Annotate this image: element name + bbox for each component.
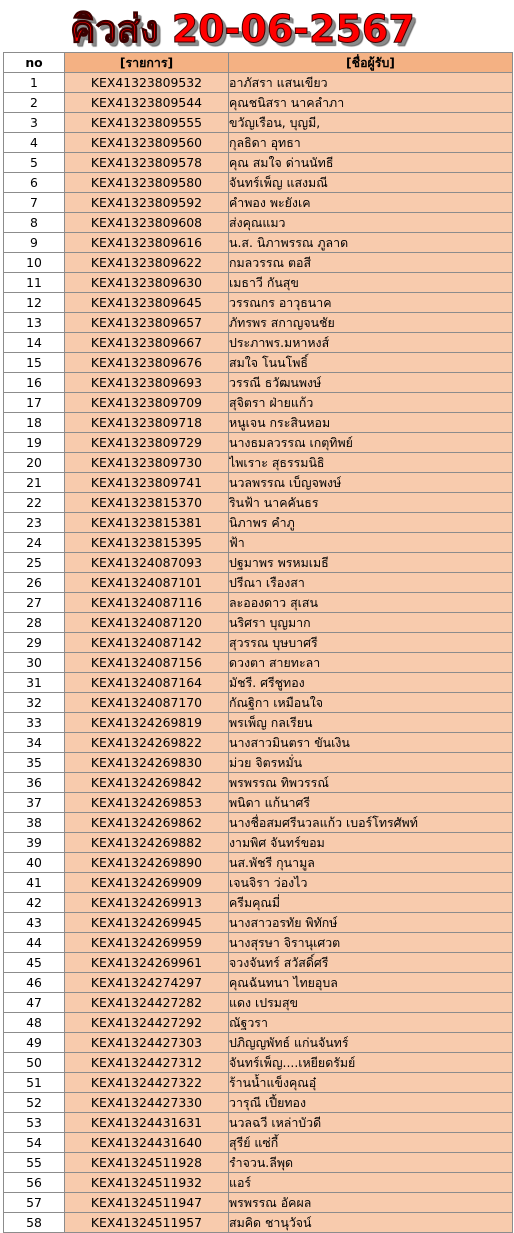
table-row (4, 393, 513, 413)
table-row (4, 413, 513, 433)
tracking-number-cell[interactable]: KEX41323809560 (65, 133, 229, 153)
row-number[interactable]: 47 (4, 993, 65, 1013)
row-number[interactable]: 44 (4, 933, 65, 953)
row-number[interactable]: 58 (4, 1213, 65, 1233)
row-number[interactable]: 39 (4, 833, 65, 853)
table-row (4, 633, 513, 653)
recipient-name-cell[interactable]: ภัทรพร สกาญจนชัย (229, 313, 513, 333)
recipient-name-cell[interactable]: ม่วย จิตรหมั่น (229, 753, 513, 773)
tracking-number-cell[interactable]: KEX41323815370 (65, 493, 229, 513)
recipient-name-cell[interactable]: นางสุรษา จิรานุเศวต (229, 933, 513, 953)
table-row (4, 973, 513, 993)
tracking-number-cell[interactable]: KEX41324431631 (65, 1113, 229, 1133)
recipient-name-cell[interactable]: ปฐมาพร พรหมเมธี (229, 553, 513, 573)
recipient-name-cell[interactable]: ณัฐวรา (229, 1013, 513, 1033)
tracking-number-cell[interactable]: KEX41324269945 (65, 913, 229, 933)
recipient-name-cell[interactable]: คุณ สมใจ ด่านนัทธี (229, 153, 513, 173)
table-row (4, 1033, 513, 1053)
row-number[interactable]: 56 (4, 1173, 65, 1193)
table-row (4, 1193, 513, 1213)
recipient-name-cell[interactable]: ดวงตา สายทะลา (229, 653, 513, 673)
table-row (4, 373, 513, 393)
recipient-name-cell[interactable]: แดง เปรมสุข (229, 993, 513, 1013)
row-number[interactable]: 24 (4, 533, 65, 553)
table-row (4, 673, 513, 693)
recipient-name-cell[interactable]: ฟ้า (229, 533, 513, 553)
row-number[interactable]: 55 (4, 1153, 65, 1173)
table-row (4, 1153, 513, 1173)
recipient-name-cell[interactable]: พรพรรณ อัคผล (229, 1193, 513, 1213)
recipient-name-cell[interactable]: นางชื่อสมศรีนวลแก้ว เบอร์โทรศัพท์ (229, 813, 513, 833)
table-row (4, 693, 513, 713)
row-number[interactable]: 22 (4, 493, 65, 513)
recipient-name-cell[interactable]: อาภัสรา แสนเขียว (229, 73, 513, 93)
row-number[interactable]: 45 (4, 953, 65, 973)
table-row (4, 513, 513, 533)
recipient-name-cell[interactable]: จันทร์เพ็ญ....เหยียดรัมย์ (229, 1053, 513, 1073)
recipient-name-cell[interactable]: ร้านน้ำแข็งคุณอุ๋ (229, 1073, 513, 1093)
tracking-number-cell[interactable]: KEX41323809630 (65, 273, 229, 293)
table-row (4, 233, 513, 253)
row-number[interactable]: 37 (4, 793, 65, 813)
table-row (4, 493, 513, 513)
recipient-name-cell[interactable]: ประภาพร.มหาหงส์ (229, 333, 513, 353)
tracking-number-cell[interactable]: KEX41324427282 (65, 993, 229, 1013)
recipient-name-cell[interactable]: ส่งคุณแมว (229, 213, 513, 233)
table-row (4, 753, 513, 773)
table-row (4, 813, 513, 833)
recipient-name-cell[interactable]: วารุณี เปี้ยทอง (229, 1093, 513, 1113)
table-row (4, 353, 513, 373)
row-number[interactable]: 4 (4, 133, 65, 153)
tracking-number-cell[interactable]: KEX41323809657 (65, 313, 229, 333)
tracking-number-cell[interactable]: KEX41323815395 (65, 533, 229, 553)
table-row (4, 553, 513, 573)
tracking-number-cell[interactable]: KEX41324087101 (65, 573, 229, 593)
recipient-name-cell[interactable]: คุณชนิสรา นาคลำภา (229, 93, 513, 113)
tracking-number-cell[interactable]: KEX41324269819 (65, 713, 229, 733)
row-number[interactable]: 27 (4, 593, 65, 613)
table-row (4, 913, 513, 933)
tracking-number-cell[interactable]: KEX41324269862 (65, 813, 229, 833)
table-row (4, 1073, 513, 1093)
row-number[interactable]: 35 (4, 753, 65, 773)
row-number[interactable]: 1 (4, 73, 65, 93)
recipient-name-cell[interactable]: รินฟ้า นาคคันธร (229, 493, 513, 513)
recipient-name-cell[interactable]: สุจิตรา ฝ่ายแก้ว (229, 393, 513, 413)
tracking-number-cell[interactable]: KEX41323815381 (65, 513, 229, 533)
table-row (4, 653, 513, 673)
table-row (4, 833, 513, 853)
table-row (4, 1093, 513, 1113)
row-number[interactable]: 49 (4, 1033, 65, 1053)
row-number[interactable]: 48 (4, 1013, 65, 1033)
row-number[interactable]: 9 (4, 233, 65, 253)
row-number[interactable]: 20 (4, 453, 65, 473)
recipient-name-cell[interactable]: คำพอง พะยังเค (229, 193, 513, 213)
tracking-number-cell[interactable]: KEX41324269853 (65, 793, 229, 813)
recipient-name-cell[interactable]: คุณฉันทนา ไทยอุบล (229, 973, 513, 993)
tracking-number-cell[interactable]: KEX41323809693 (65, 373, 229, 393)
header-row (4, 53, 513, 73)
table-row (4, 473, 513, 493)
tracking-number-cell[interactable]: KEX41323809532 (65, 73, 229, 93)
row-number[interactable]: 3 (4, 113, 65, 133)
recipient-name-cell[interactable]: วรรณี ธวัฒนพงษ์ (229, 373, 513, 393)
recipient-name-cell[interactable]: มัชรี. ศรีชูทอง (229, 673, 513, 693)
tracking-number-cell[interactable]: KEX41324269882 (65, 833, 229, 853)
row-number[interactable]: 34 (4, 733, 65, 753)
table-row (4, 593, 513, 613)
tracking-number-cell[interactable]: KEX41324511928 (65, 1153, 229, 1173)
tracking-number-cell[interactable]: KEX41323809729 (65, 433, 229, 453)
table-row (4, 733, 513, 753)
row-number[interactable]: 7 (4, 193, 65, 213)
row-number[interactable]: 17 (4, 393, 65, 413)
tracking-number-cell[interactable]: KEX41323809622 (65, 253, 229, 273)
recipient-name-cell[interactable]: จันทร์เพ็ญ แสงมณี (229, 173, 513, 193)
recipient-name-cell[interactable]: ละอองดาว สุเสน (229, 593, 513, 613)
tracking-number-cell[interactable]: KEX41323809718 (65, 413, 229, 433)
row-number[interactable]: 31 (4, 673, 65, 693)
row-number[interactable]: 43 (4, 913, 65, 933)
table-row (4, 613, 513, 633)
row-number[interactable]: 6 (4, 173, 65, 193)
tracking-number-cell[interactable]: KEX41324087156 (65, 653, 229, 673)
recipient-name-cell[interactable]: วรรณกร อาวุธนาค (229, 293, 513, 313)
recipient-name-cell[interactable]: จวงจันทร์ สวัสดิ์ศรี (229, 953, 513, 973)
table-row (4, 173, 513, 193)
tracking-number-cell[interactable]: KEX41323809592 (65, 193, 229, 213)
row-number[interactable]: 53 (4, 1113, 65, 1133)
row-number[interactable]: 36 (4, 773, 65, 793)
table-row (4, 1013, 513, 1033)
recipient-name-cell[interactable]: เมธาวี กันสุข (229, 273, 513, 293)
recipient-name-cell[interactable]: ขวัญเรือน, บุญมี, (229, 113, 513, 133)
tracking-number-cell[interactable]: KEX41323809645 (65, 293, 229, 313)
tracking-number-cell[interactable]: KEX41324087142 (65, 633, 229, 653)
table-row (4, 253, 513, 273)
header-no[interactable]: no (4, 53, 65, 73)
title-banner (0, 0, 514, 52)
tracking-number-cell[interactable]: KEX41324269959 (65, 933, 229, 953)
table-row (4, 313, 513, 333)
table-row (4, 793, 513, 813)
tracking-number-cell[interactable]: KEX41324427312 (65, 1053, 229, 1073)
recipient-name-cell[interactable]: กุลธิดา อุทธา (229, 133, 513, 153)
recipient-name-cell[interactable]: ครีมคุณมี่ (229, 893, 513, 913)
tracking-number-cell[interactable]: KEX41323809667 (65, 333, 229, 353)
row-number[interactable]: 46 (4, 973, 65, 993)
tracking-number-cell[interactable]: KEX41324427330 (65, 1093, 229, 1113)
table-row (4, 133, 513, 153)
row-number[interactable]: 23 (4, 513, 65, 533)
tracking-number-cell[interactable]: KEX41324087170 (65, 693, 229, 713)
page-title: คิวส่ง 20-06-2567 (70, 7, 415, 51)
tracking-number-cell[interactable]: KEX41324427292 (65, 1013, 229, 1033)
row-number[interactable]: 38 (4, 813, 65, 833)
tracking-number-cell[interactable]: KEX41324087116 (65, 593, 229, 613)
recipient-name-cell[interactable]: ไพเราะ สุธรรมนิธิ (229, 453, 513, 473)
tracking-number-cell[interactable]: KEX41324269842 (65, 773, 229, 793)
table-row (4, 933, 513, 953)
tracking-number-cell[interactable]: KEX41324269909 (65, 873, 229, 893)
row-number[interactable]: 18 (4, 413, 65, 433)
tracking-number-cell[interactable]: KEX41323809580 (65, 173, 229, 193)
row-number[interactable]: 21 (4, 473, 65, 493)
row-number[interactable]: 19 (4, 433, 65, 453)
row-number[interactable]: 50 (4, 1053, 65, 1073)
table-row (4, 993, 513, 1013)
table-row (4, 1053, 513, 1073)
recipient-name-cell[interactable]: นส.พัชรี กุนามูล (229, 853, 513, 873)
tracking-number-cell[interactable]: KEX41323809555 (65, 113, 229, 133)
header-recipient[interactable]: [ชื่อผู้รับ] (229, 53, 513, 73)
table-row (4, 953, 513, 973)
table-row (4, 1133, 513, 1153)
recipient-name-cell[interactable]: ปภิญญพัทธ์ แก่นจันทร์ (229, 1033, 513, 1053)
header-item[interactable]: [รายการ] (65, 53, 229, 73)
row-number[interactable]: 51 (4, 1073, 65, 1093)
row-number[interactable]: 12 (4, 293, 65, 313)
row-number[interactable]: 52 (4, 1093, 65, 1113)
table-row (4, 153, 513, 173)
tracking-number-cell[interactable]: KEX41323809616 (65, 233, 229, 253)
recipient-name-cell[interactable]: พรพรรณ ทิพวรรณ์ (229, 773, 513, 793)
tracking-number-cell[interactable]: KEX41324274297 (65, 973, 229, 993)
row-number[interactable]: 26 (4, 573, 65, 593)
tracking-number-cell[interactable]: KEX41323809730 (65, 453, 229, 473)
row-number[interactable]: 11 (4, 273, 65, 293)
row-number[interactable]: 32 (4, 693, 65, 713)
tracking-number-cell[interactable]: KEX41323809676 (65, 353, 229, 373)
recipient-name-cell[interactable]: สมคิด ชานุวัจน์ (229, 1213, 513, 1233)
row-number[interactable]: 57 (4, 1193, 65, 1213)
recipient-name-cell[interactable]: นางธมลวรรณ เกตุทิพย์ (229, 433, 513, 453)
recipient-name-cell[interactable]: กัณฐิกา เหมือนใจ (229, 693, 513, 713)
row-number[interactable]: 42 (4, 893, 65, 913)
tracking-number-cell[interactable]: KEX41324511947 (65, 1193, 229, 1213)
table-row (4, 1173, 513, 1193)
table-row (4, 893, 513, 913)
row-number[interactable]: 41 (4, 873, 65, 893)
table-row (4, 853, 513, 873)
tracking-number-cell[interactable]: KEX41324269822 (65, 733, 229, 753)
row-number[interactable]: 8 (4, 213, 65, 233)
row-number[interactable]: 13 (4, 313, 65, 333)
tracking-number-cell[interactable]: KEX41324511932 (65, 1173, 229, 1193)
table-row (4, 273, 513, 293)
recipient-name-cell[interactable]: สุวรรณ บุษบาศรี (229, 633, 513, 653)
row-number[interactable]: 28 (4, 613, 65, 633)
tracking-number-cell[interactable]: KEX41324431640 (65, 1133, 229, 1153)
row-number[interactable]: 10 (4, 253, 65, 273)
recipient-name-cell[interactable]: นริศรา บุญมาก (229, 613, 513, 633)
table-row (4, 433, 513, 453)
row-number[interactable]: 25 (4, 553, 65, 573)
row-number[interactable]: 54 (4, 1133, 65, 1153)
table-row (4, 533, 513, 553)
table-row (4, 113, 513, 133)
tracking-number-cell[interactable]: KEX41324269830 (65, 753, 229, 773)
recipient-name-cell[interactable]: หนูเจน กระสินหอม (229, 413, 513, 433)
recipient-name-cell[interactable]: นิภาพร คำภู (229, 513, 513, 533)
row-number[interactable]: 14 (4, 333, 65, 353)
table-row (4, 193, 513, 213)
tracking-number-cell[interactable]: KEX41323809578 (65, 153, 229, 173)
tracking-number-cell[interactable]: KEX41324511957 (65, 1213, 229, 1233)
tracking-number-cell[interactable]: KEX41323809544 (65, 93, 229, 113)
row-number[interactable]: 30 (4, 653, 65, 673)
recipient-name-cell[interactable]: สมใจ โนนโพธิ์ (229, 353, 513, 373)
recipient-name-cell[interactable]: งามพิศ จันทร์ขอม (229, 833, 513, 853)
tracking-number-cell[interactable]: KEX41323809608 (65, 213, 229, 233)
recipient-name-cell[interactable]: ปรีณา เรืองสา (229, 573, 513, 593)
recipient-name-cell[interactable]: น.ส. นิภาพรรณ ภูลาด (229, 233, 513, 253)
row-number[interactable]: 15 (4, 353, 65, 373)
recipient-name-cell[interactable]: แอร์ (229, 1173, 513, 1193)
recipient-name-cell[interactable]: รำจวน.ลีพุด (229, 1153, 513, 1173)
recipient-name-cell[interactable]: พรเพ็ญ กลเรียน (229, 713, 513, 733)
row-number[interactable]: 5 (4, 153, 65, 173)
table-row (4, 873, 513, 893)
recipient-name-cell[interactable]: สุรีย์ แซ่กี้ (229, 1133, 513, 1153)
recipient-name-cell[interactable]: กมลวรรณ ตอสี (229, 253, 513, 273)
table-row (4, 73, 513, 93)
table-row (4, 1213, 513, 1233)
recipient-name-cell[interactable]: พนิดา แก้นาศรี (229, 793, 513, 813)
table-row (4, 93, 513, 113)
tracking-number-cell[interactable]: KEX41324427322 (65, 1073, 229, 1093)
tracking-number-cell[interactable]: KEX41323809709 (65, 393, 229, 413)
table-row (4, 293, 513, 313)
recipient-name-cell[interactable]: นวลพรรณ เบ็ญจพงษ์ (229, 473, 513, 493)
row-number[interactable]: 40 (4, 853, 65, 873)
recipient-name-cell[interactable]: นางสาวมินตรา ขันเงิน (229, 733, 513, 753)
recipient-name-cell[interactable]: นางสาวอรทัย พิทักษ์ (229, 913, 513, 933)
tracking-number-cell[interactable]: KEX41324087093 (65, 553, 229, 573)
row-number[interactable]: 2 (4, 93, 65, 113)
tracking-number-cell[interactable]: KEX41324087120 (65, 613, 229, 633)
row-number[interactable]: 29 (4, 633, 65, 653)
tracking-number-cell[interactable]: KEX41324269890 (65, 853, 229, 873)
tracking-number-cell[interactable]: KEX41324269913 (65, 893, 229, 913)
table-row (4, 453, 513, 473)
tracking-number-cell[interactable]: KEX41323809741 (65, 473, 229, 493)
table-row (4, 1113, 513, 1133)
row-number[interactable]: 33 (4, 713, 65, 733)
tracking-number-cell[interactable]: KEX41324427303 (65, 1033, 229, 1053)
row-number[interactable]: 16 (4, 373, 65, 393)
table-row (4, 713, 513, 733)
table-row (4, 573, 513, 593)
shipping-table (3, 52, 513, 1233)
table-row (4, 773, 513, 793)
table-row (4, 333, 513, 353)
tracking-number-cell[interactable]: KEX41324269961 (65, 953, 229, 973)
recipient-name-cell[interactable]: เจนจิรา ว่องไว (229, 873, 513, 893)
tracking-number-cell[interactable]: KEX41324087164 (65, 673, 229, 693)
table-row (4, 213, 513, 233)
recipient-name-cell[interactable]: นวลฉวี เหล่าบัวดี (229, 1113, 513, 1133)
